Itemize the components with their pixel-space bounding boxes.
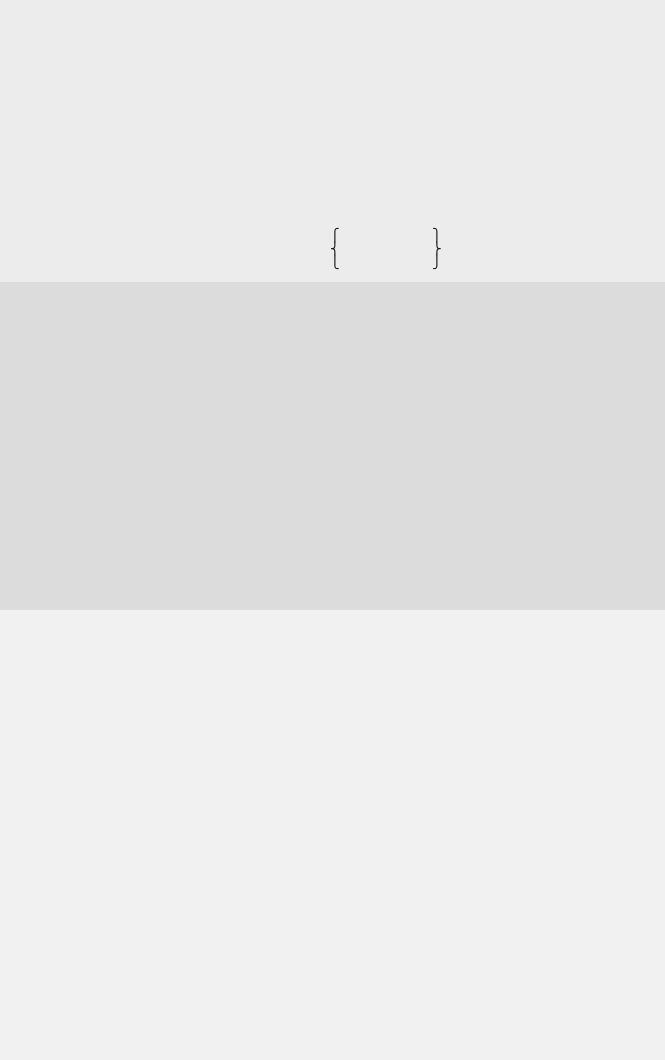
page-146-panel bbox=[0, 282, 665, 610]
right-brace: ⎫ ⎬ ⎭ bbox=[432, 228, 442, 269]
entry-1543-panel bbox=[0, 610, 665, 1060]
entry-1540-panel bbox=[0, 0, 665, 282]
left-brace: ⎧ ⎨ ⎩ bbox=[330, 228, 340, 269]
